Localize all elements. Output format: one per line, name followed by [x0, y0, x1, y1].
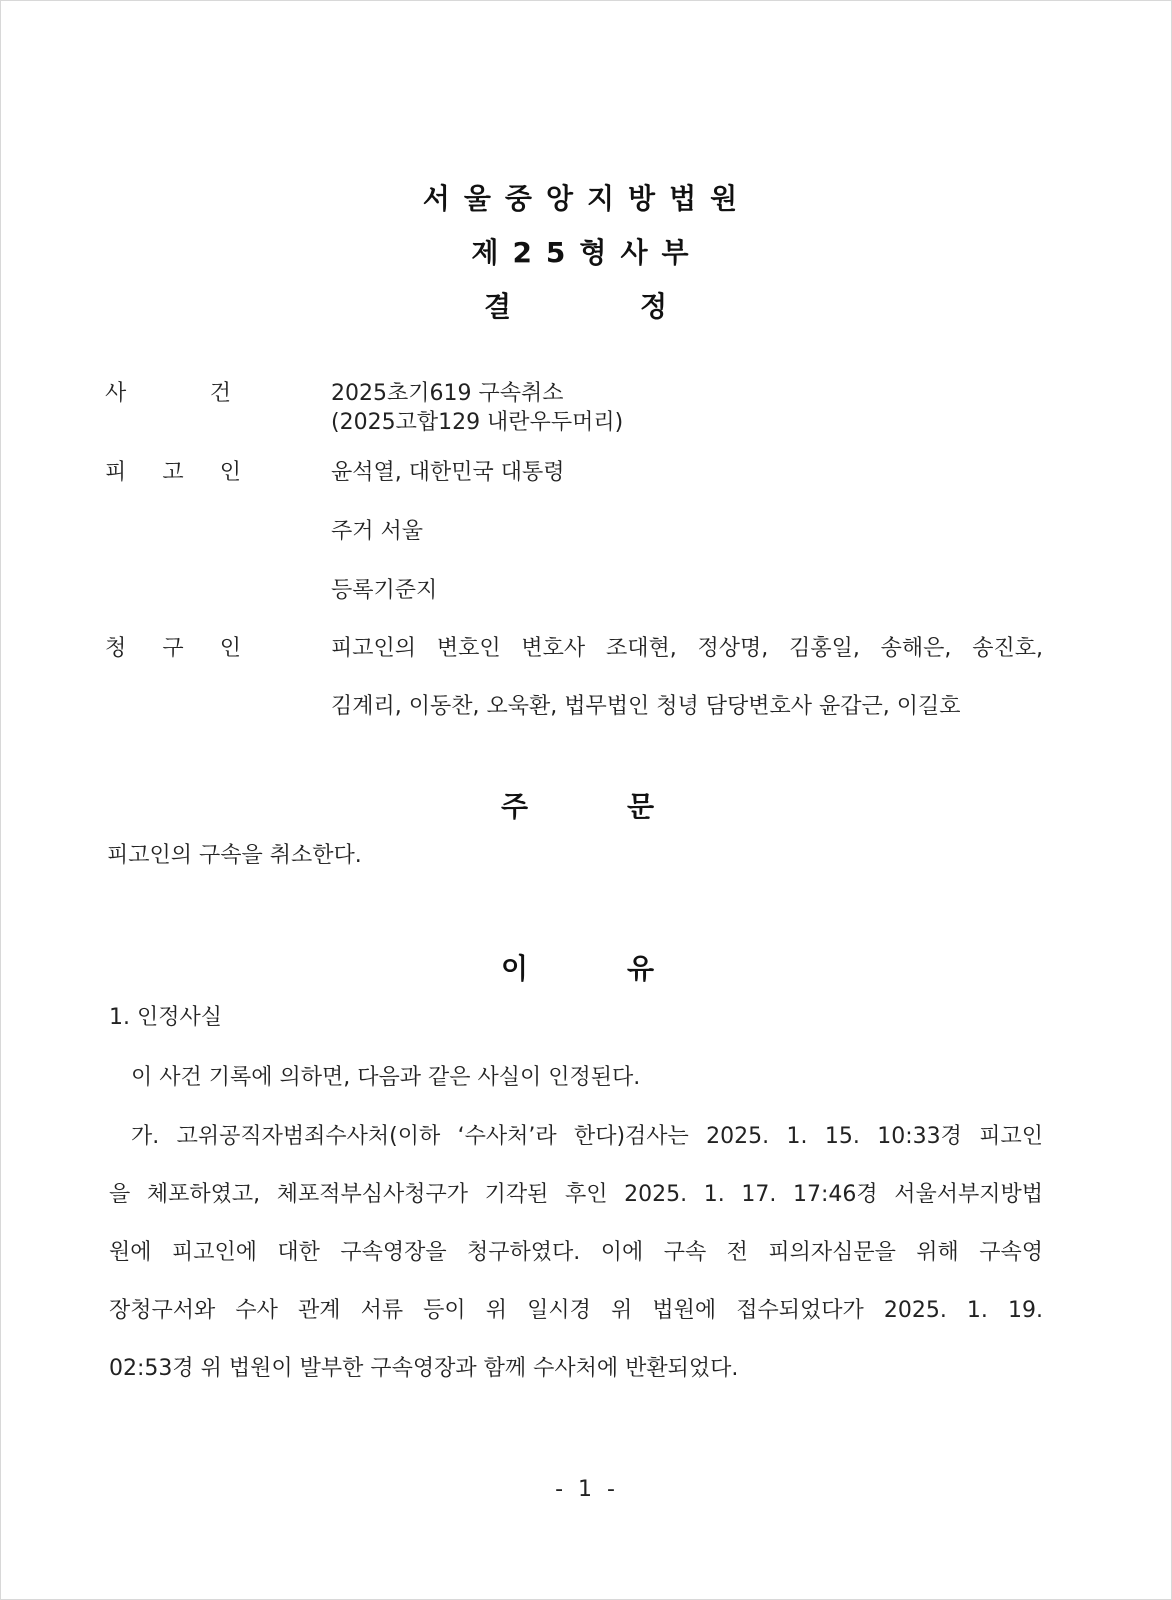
paragraph-line: 02:53경 위 법원이 발부한 구속영장과 함께 수사처에 반환되었다.	[109, 1356, 739, 1381]
court-division: 제25형사부	[471, 236, 703, 269]
court-name: 서울중앙지방법원	[422, 182, 752, 215]
reasons-heading-char: 이	[501, 952, 529, 985]
order-text: 피고인의 구속을 취소한다.	[107, 843, 362, 868]
registered-domicile: 등록기준지	[331, 578, 438, 603]
case-number: 2025초기619 구속취소	[331, 381, 564, 406]
petitioner-label: 청 구 인	[105, 636, 241, 661]
reasons-intro: 이 사건 기록에 의하면, 다음과 같은 사실이 인정된다.	[131, 1065, 641, 1090]
order-heading-char: 문	[627, 790, 655, 823]
defendant-label: 피 고 인	[105, 460, 241, 485]
defendant-residence: 주거 서울	[331, 519, 424, 544]
petitioner-list-line2: 김계리, 이동찬, 오욱환, 법무법인 청녕 담당변호사 윤갑근, 이길호	[331, 694, 961, 719]
document-type-char: 결	[484, 290, 512, 323]
order-heading-char: 주	[501, 790, 529, 823]
petitioner-list-line1: 피고인의 변호인 변호사 조대현, 정상명, 김홍일, 송해은, 송진호,	[331, 636, 1043, 661]
paragraph-line: 을 체포하였고, 체포적부심사청구가 기각된 후인 2025. 1. 17. 17:46경 서울서부지방법	[109, 1182, 1043, 1207]
reasons-heading	[1, 947, 1172, 991]
document-type-title	[1, 285, 1172, 329]
paragraph-line: 원에 피고인에 대한 구속영장을 청구하였다. 이에 구속 전 피의자심문을 위해 구속영	[109, 1240, 1043, 1265]
page-number: - 1 -	[555, 1477, 619, 1502]
section-title: 1. 인정사실	[109, 1005, 222, 1030]
order-heading	[1, 785, 1172, 829]
related-case: (2025고합129 내란우두머리)	[331, 410, 624, 435]
case-label: 사 건	[105, 381, 231, 406]
defendant-name: 윤석열, 대한민국 대통령	[331, 460, 565, 485]
paragraph-line: 장청구서와 수사 관계 서류 등이 위 일시경 위 법원에 접수되었다가 2025. 1. 19.	[109, 1298, 1043, 1323]
reasons-heading-char: 유	[627, 952, 655, 985]
paragraph-line: 가. 고위공직자범죄수사처(이하 ‘수사처’라 한다)검사는 2025. 1. 15. 10:33경 피고인	[131, 1124, 1043, 1149]
document-type-char: 정	[640, 290, 668, 323]
